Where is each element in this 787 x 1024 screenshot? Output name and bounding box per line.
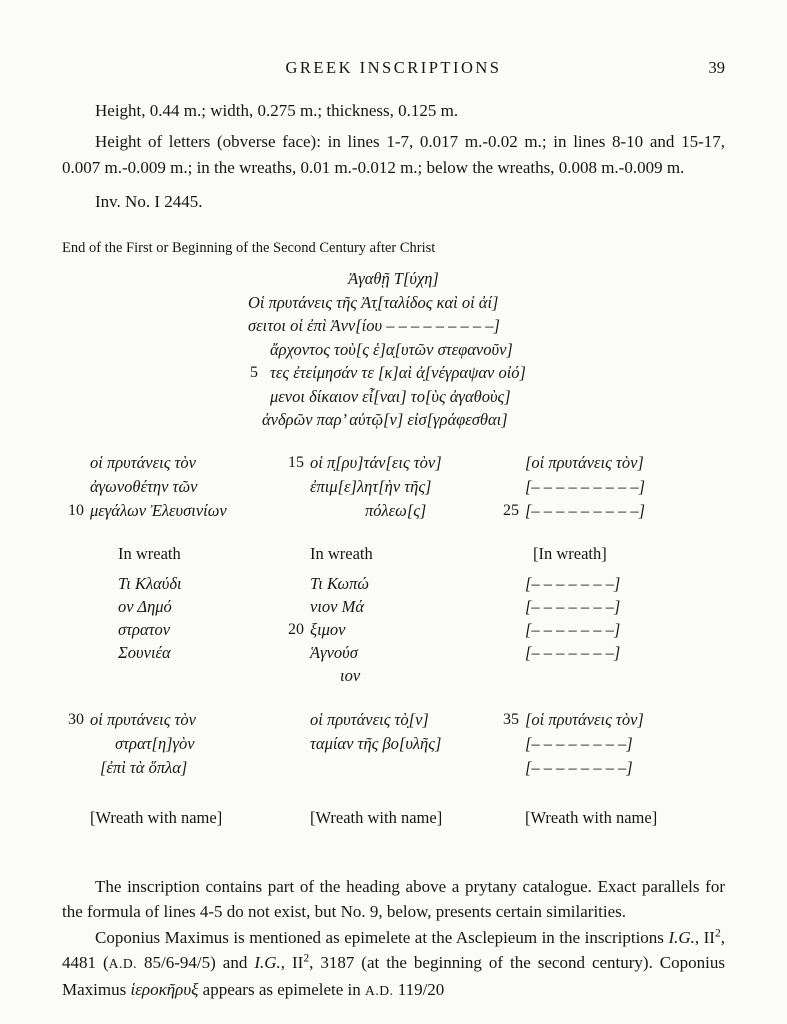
inscription-line — [62, 572, 282, 595]
inscription-line — [282, 595, 497, 618]
inscription-line — [282, 641, 497, 664]
line-text: νιον Μά — [310, 596, 365, 616]
line-text: οἱ π̣[ρυ]τάν[εις τὸν] — [310, 452, 442, 472]
inscription-line — [282, 732, 497, 756]
line-text: στρατ[η]γὸν — [115, 733, 195, 753]
catalogue-group-a — [62, 451, 725, 523]
inscription-line — [497, 641, 725, 664]
inscription-line — [497, 756, 725, 780]
line-text: ἐπιμ[ε]λητ[ὴν τῆς] — [310, 476, 432, 496]
line-text: [οἱ πρυτάνεις τὸν] — [525, 709, 644, 729]
commentary-paragraph-1: The inscription contains part of the heading above a prytany catalogue. Exact parallels for the formula of lines 4-5 do not exist, but No. 9, below, presents certain similarities. — [62, 876, 725, 921]
inscription-line — [282, 499, 497, 523]
wreath-section — [62, 543, 725, 687]
line-text: ἀγωνοθέτην τῶν — [90, 476, 198, 496]
line-number: 5 — [250, 364, 258, 381]
inscription-line — [62, 618, 282, 641]
dating-caption: End of the First or Beginning of the Second Century after Christ — [62, 240, 436, 256]
line-text: πόλεω[ς] — [365, 500, 427, 520]
wreath-column-2 — [282, 543, 497, 687]
inscription-line — [248, 408, 526, 432]
catalogue-column-1 — [62, 451, 282, 523]
inscription-line — [62, 756, 282, 780]
line-text: Ἁγνούσ — [310, 642, 358, 662]
line-text: οἱ πρυτάνεις τὸν — [90, 452, 196, 472]
catalogue-column-1 — [62, 708, 282, 780]
wreath-note-text: [Wreath with name] — [525, 807, 658, 827]
inscription-line — [248, 314, 526, 338]
inscription-line — [282, 618, 497, 641]
running-title: GREEK INSCRIPTIONS — [285, 58, 502, 77]
line-text: [οἱ πρυτάνεις τὸν] — [525, 452, 644, 472]
line-number: 20 — [288, 620, 304, 638]
inscription-line — [282, 572, 497, 595]
line-number: 35 — [503, 710, 519, 728]
page-number: 39 — [708, 58, 725, 77]
line-text: Οἱ πρυτάνεις τῆς Ἀτ̣[ταλίδος καὶ οἱ ἀί] — [248, 292, 499, 312]
inscription-heading-block — [62, 267, 725, 432]
wreath-column-1 — [62, 543, 282, 687]
line-text: ἄρχοντος τοὺ[ς ἑ]α̣[υτῶν στεφανοῦν] — [270, 339, 513, 359]
inscription-line — [248, 338, 526, 362]
inscription-line — [248, 361, 526, 385]
line-text: μεγάλων Ἐλευσινίων — [90, 500, 227, 520]
catalogue-column-3 — [497, 708, 725, 780]
inscription-line — [282, 475, 497, 499]
catalogue-column-2 — [282, 451, 497, 523]
wreath-note-text: [Wreath with name] — [310, 807, 443, 827]
line-text: σειτοι οἱ ἐπὶ Ἀνν[ίου – – – – – – – – –] — [248, 316, 500, 335]
line-text: Τι Κωπώ — [310, 573, 369, 593]
line-text: ἀνδρῶν παρ’ αὐτῷ[ν] εἰσ[γράφεσθαι] — [262, 410, 508, 429]
inscription-line — [282, 664, 497, 687]
line-text: ξιμον — [310, 619, 346, 639]
line-text: [ἐπὶ τὰ ὅπλα] — [100, 757, 188, 777]
wreath-header: [In wreath] — [533, 543, 607, 563]
catalogue-group-b — [62, 708, 725, 780]
inscription-line — [62, 451, 282, 475]
paragraph-dimensions: Height, 0.44 m.; width, 0.275 m.; thickness, 0.125 m. — [95, 101, 459, 120]
wreath-note — [62, 806, 282, 830]
inventory-number: Inv. No. I 2445. — [95, 192, 203, 211]
inscription-line — [248, 385, 526, 409]
line-text: στρατον — [118, 619, 171, 639]
inscription-line — [62, 708, 282, 732]
inscription-line — [62, 732, 282, 756]
wreath-note-row — [62, 806, 725, 830]
inscription-line — [248, 291, 526, 315]
catalogue-column-3 — [497, 451, 725, 523]
line-number: 10 — [68, 501, 84, 519]
line-number: 15 — [288, 453, 304, 471]
inscription-line — [497, 708, 725, 732]
line-text: [– – – – – – – – –] — [525, 476, 646, 496]
line-text: ον Δημό — [118, 596, 172, 616]
line-number: 25 — [503, 501, 519, 519]
wreath-header: In wreath — [118, 543, 181, 563]
page-header — [62, 58, 725, 80]
wreath-note — [282, 806, 497, 830]
line-text: [– – – – – – –] — [525, 619, 621, 639]
inscription-line — [497, 572, 725, 595]
inscription-line — [497, 595, 725, 618]
inscription-line: Ἀγαθῇ Τ[ύχη] — [348, 269, 439, 288]
inscription-line — [62, 641, 282, 664]
commentary — [62, 874, 725, 1004]
inscription-line — [497, 732, 725, 756]
line-text: ταμίαν τῆς βο[υλῆς] — [310, 733, 442, 753]
line-text: [– – – – – – –] — [525, 573, 621, 593]
wreath-note — [497, 806, 725, 830]
wreath-header: In wreath — [310, 543, 373, 563]
commentary-paragraph-2: Coponius Maximus is mentioned as epimelete at the Asclepieum in the inscriptions I.G., $II^2$, 4481 (A.D. 85/6-94/5) and I.G., $II^2$, 3187 (at the beginning of the second century). Coponius Maximus ἱεροκῆρυξ appears as epimelete in A.D. 119/20 — [62, 925, 726, 999]
inscription-line — [497, 499, 725, 523]
line-text: [– – – – – – – –] — [525, 733, 633, 753]
wreath-note-text: [Wreath with name] — [90, 807, 223, 827]
line-text: τες ἐτείμησάν τε [κ]αὶ ἀ̣[νέγραψαν οἰό] — [270, 363, 526, 382]
wreath-column-3 — [497, 543, 725, 687]
inscription-line — [497, 618, 725, 641]
inscription-line — [497, 475, 725, 499]
inscription-line — [282, 708, 497, 732]
inscription-line — [62, 499, 282, 523]
line-text: οἱ πρυτάνεις τὸ̣[ν] — [310, 709, 429, 729]
inscription-line — [62, 595, 282, 618]
line-text: οἱ πρυτάνεις τὸν — [90, 709, 196, 729]
inscription-line — [62, 475, 282, 499]
catalogue-column-2 — [282, 708, 497, 780]
line-text: μενοι δίκαιον εἶ[ναι] το[ὺς ἀγαθοὺς] — [270, 386, 511, 406]
line-text: [– – – – – – –] — [525, 642, 621, 662]
inscription-line — [497, 451, 725, 475]
line-text: Σουνιέα — [118, 642, 171, 662]
paragraph-letter-heights: Height of letters (obverse face): in lines 1-7, 0.017 m.-0.02 m.; in lines 8-10 and 15-17, 0.007 m.-0.009 m.; in the wreaths, 0.01 m.-0.012 m.; below the wreaths, 0.008 m.-0.009 m. — [62, 132, 725, 177]
inscription-line — [282, 451, 497, 475]
line-text: [– – – – – – – – –] — [525, 500, 646, 520]
line-text: Τι Κλαύδι — [118, 573, 182, 593]
line-text: ιον — [340, 665, 361, 685]
line-number: 30 — [68, 710, 84, 728]
line-text: [– – – – – – – –] — [525, 757, 633, 777]
line-text: [– – – – – – –] — [525, 596, 621, 616]
